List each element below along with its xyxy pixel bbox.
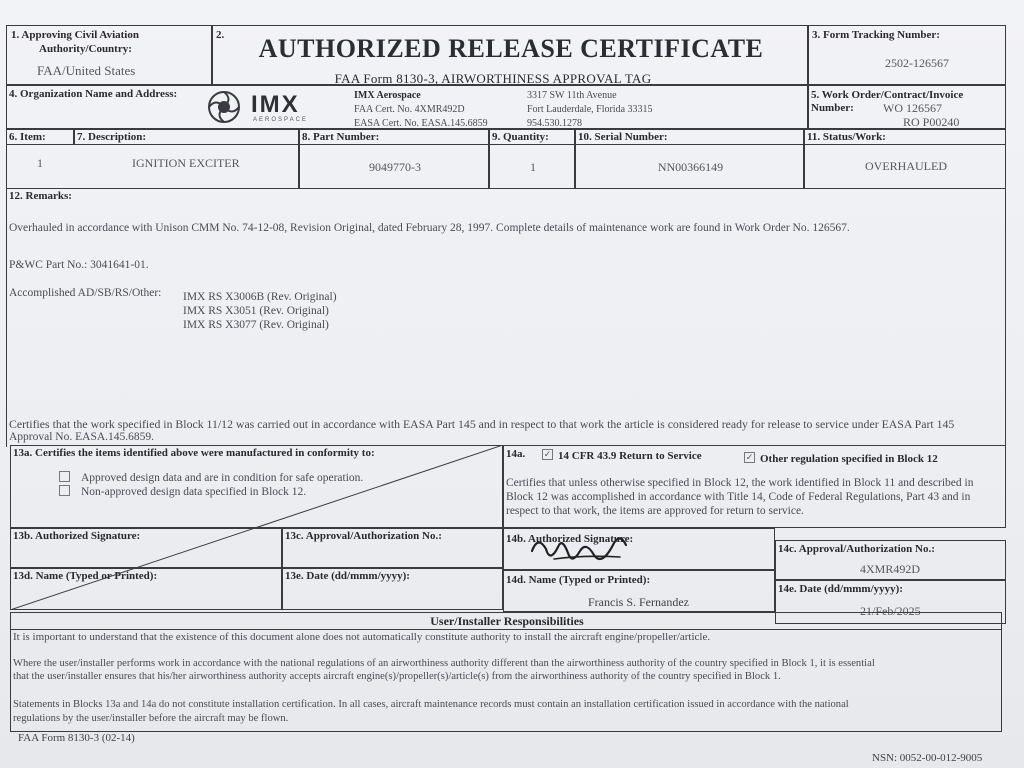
responsibilities-p3a: Statements in Blocks 13a and 14a do not constitute installation certification. In all cases, aircraft maintenance records must contain an installation certification issued in accordance with the national: [13, 699, 849, 710]
remarks-ad-3: IMX RS X3077 (Rev. Original): [183, 319, 329, 331]
imx-swirl-icon: [207, 90, 243, 124]
org-name: IMX Aerospace: [354, 90, 421, 101]
remarks-pwc-part: P&WC Part No.: 3041641-01.: [9, 259, 149, 271]
cfr-43-9-label: 14 CFR 43.9 Return to Service: [558, 450, 702, 462]
imx-logo: [207, 90, 327, 124]
block-1-label: 1. Approving Civil Aviation: [11, 29, 139, 41]
block-14d-label: 14d. Name (Typed or Printed):: [506, 574, 651, 586]
org-easa-cert: EASA Cert. No. EASA.145.6859: [354, 118, 488, 129]
block-5-label-2: Number:: [811, 102, 854, 114]
org-phone: 954.530.1278: [527, 118, 582, 129]
block-7-header: [74, 129, 299, 145]
block-14d: [503, 570, 775, 612]
quantity-header: 9. Quantity:: [492, 131, 549, 143]
block-13-void-line: [10, 445, 503, 610]
responsibilities-p2b: that the user/installer ensures that his/her airworthiness authority accepts aircraft engine(s)/propeller(s)/article(s) from the airworthiness authority of the country specified in Block 1.: [13, 671, 781, 682]
block-6-7-values: [6, 145, 299, 189]
responsibilities-p1: It is important to understand that the existence of this document alone does not automatically constitute authority to install the aircraft engine/propeller/article.: [13, 631, 711, 643]
block-10-header: [575, 129, 804, 145]
approved-design-label: Approved design data and are in condition for safe operation.: [81, 472, 364, 484]
cfr-43-9-checkbox[interactable]: ✓: [543, 449, 552, 459]
authorized-signature: [524, 529, 634, 573]
block-14c: [775, 540, 1006, 580]
quantity: 1: [530, 160, 536, 174]
description-header: 7. Description:: [77, 131, 147, 143]
block-11-value: [804, 145, 1006, 189]
org-street: 3317 SW 11th Avenue: [527, 90, 617, 101]
release-date: 21/Feb/2025: [860, 604, 921, 618]
form-identifier: FAA Form 8130-3 (02-14): [18, 732, 135, 744]
remarks-ad-label: Accomplished AD/SB/RS/Other:: [9, 287, 162, 299]
authorized-name: Francis S. Fernandez: [588, 595, 689, 609]
block-2-label: 2.: [216, 29, 225, 41]
part-number-header: 8. Part Number:: [302, 131, 380, 143]
non-approved-design-label: Non-approved design data specified in Block 12.: [81, 486, 307, 498]
nsn-number: NSN: 0052-00-012-9005: [872, 752, 983, 764]
status-work-header: 11. Status/Work:: [807, 131, 886, 143]
other-regulation-label: Other regulation specified in Block 12: [760, 453, 938, 465]
block-14c-label: 14c. Approval/Authorization No.:: [778, 543, 935, 555]
other-regulation-checkbox[interactable]: ✓: [745, 452, 754, 462]
approval-authorization-number: 4XMR492D: [860, 562, 921, 576]
block-1-value: FAA/United States: [37, 63, 136, 78]
remarks-ad-1: IMX RS X3006B (Rev. Original): [183, 291, 337, 303]
form-8130-3: [6, 25, 1006, 740]
repair-order-number: RO P00240: [903, 115, 960, 129]
block-14b-label: 14b. Authorized Signature:: [506, 533, 634, 545]
remarks-easa-cert-2: Approval No. EASA.145.6859.: [9, 431, 155, 443]
block-8-value: [299, 145, 489, 189]
item-description: IGNITION EXCITER: [132, 156, 240, 170]
responsibilities-p3b: regulations by the user/installer before the aircraft may be flown.: [13, 713, 289, 724]
imx-logo-subtext: AEROSPACE: [253, 117, 308, 123]
block-14a: [503, 445, 1006, 528]
serial-number-header: 10. Serial Number:: [578, 131, 668, 143]
block-6-header: [6, 129, 74, 145]
work-order-number: WO 126567: [883, 101, 942, 115]
block-5: [808, 85, 1006, 129]
org-faa-cert: FAA Cert. No. 4XMR492D: [354, 104, 465, 115]
block-13d-label: 13d. Name (Typed or Printed):: [13, 570, 158, 582]
status-work: OVERHAULED: [865, 159, 947, 173]
remarks-label: 12. Remarks:: [9, 190, 72, 202]
form-subtitle: FAA Form 8130-3, AIRWORTHINESS APPROVAL TAG: [334, 71, 652, 86]
remarks-easa-cert-1: Certifies that the work specified in Block 11/12 was carried out in accordance with EASA Part 145 and in respect to that work the article is considered ready for release to service under EASA Part 145: [9, 417, 955, 431]
block-3: [808, 25, 1006, 85]
block-1: [6, 25, 212, 85]
block-8-header: [299, 129, 489, 145]
block-14a-text-2: Block 12 was accomplished in accordance with Title 14, Code of Federal Regulations, Part 43 and in: [506, 491, 971, 503]
block-14e-label: 14e. Date (dd/mmm/yyyy):: [778, 583, 903, 595]
item-number: 1: [37, 156, 43, 170]
responsibilities-title: User/Installer Responsibilities: [430, 614, 584, 628]
block-9-header: [489, 129, 575, 145]
remarks-ad-2: IMX RS X3051 (Rev. Original): [183, 305, 329, 317]
item-header: 6. Item:: [9, 131, 46, 143]
block-14a-label: 14a.: [506, 448, 526, 460]
block-14a-text-3: respect to that work, the items are approved for return to service.: [506, 505, 804, 517]
block-3-label: 3. Form Tracking Number:: [812, 29, 940, 41]
block-14a-text-1: Certifies that unless otherwise specified in Block 12, the work identified in Block 11 and described in: [506, 477, 974, 489]
org-city: Fort Lauderdale, Florida 33315: [527, 104, 653, 115]
block-13e-label: 13e. Date (dd/mmm/yyyy):: [285, 570, 410, 582]
block-10-value: [575, 145, 804, 189]
block-4: [6, 85, 808, 129]
responsibilities-p2a: Where the user/installer performs work in accordance with the national regulations of an airworthiness authority different than the airworthiness authority of the country specified in Block 1, it is essential: [13, 658, 875, 669]
block-13a-label: 13a. Certifies the items identified above were manufactured in conformity to:: [13, 447, 375, 459]
block-1-label-2: Authority/Country:: [39, 43, 132, 55]
imx-logo-text: IMX: [251, 91, 300, 118]
block-11-header: [804, 129, 1006, 145]
block-12-remarks: [6, 189, 1006, 447]
form-tracking-number: 2502-126567: [885, 56, 949, 70]
user-installer-responsibilities: [10, 612, 1002, 732]
serial-number: NN00366149: [657, 160, 724, 174]
form-title: AUTHORIZED RELEASE CERTIFICATE: [258, 34, 764, 63]
block-4-label: 4. Organization Name and Address:: [9, 88, 178, 100]
block-13c-label: 13c. Approval/Authorization No.:: [285, 530, 442, 542]
block-9-value: [489, 145, 575, 189]
block-5-label: 5. Work Order/Contract/Invoice: [811, 89, 964, 101]
block-13b-label: 13b. Authorized Signature:: [13, 530, 141, 542]
part-number: 9049770-3: [369, 160, 421, 174]
remarks-line-1: Overhauled in accordance with Unison CMM No. 74-12-08, Revision Original, dated February 28, 1997. Complete details of maintenance work are found in Work Order No. 126567.: [9, 222, 850, 234]
block-14b: [503, 528, 775, 570]
block-2: [212, 25, 808, 85]
